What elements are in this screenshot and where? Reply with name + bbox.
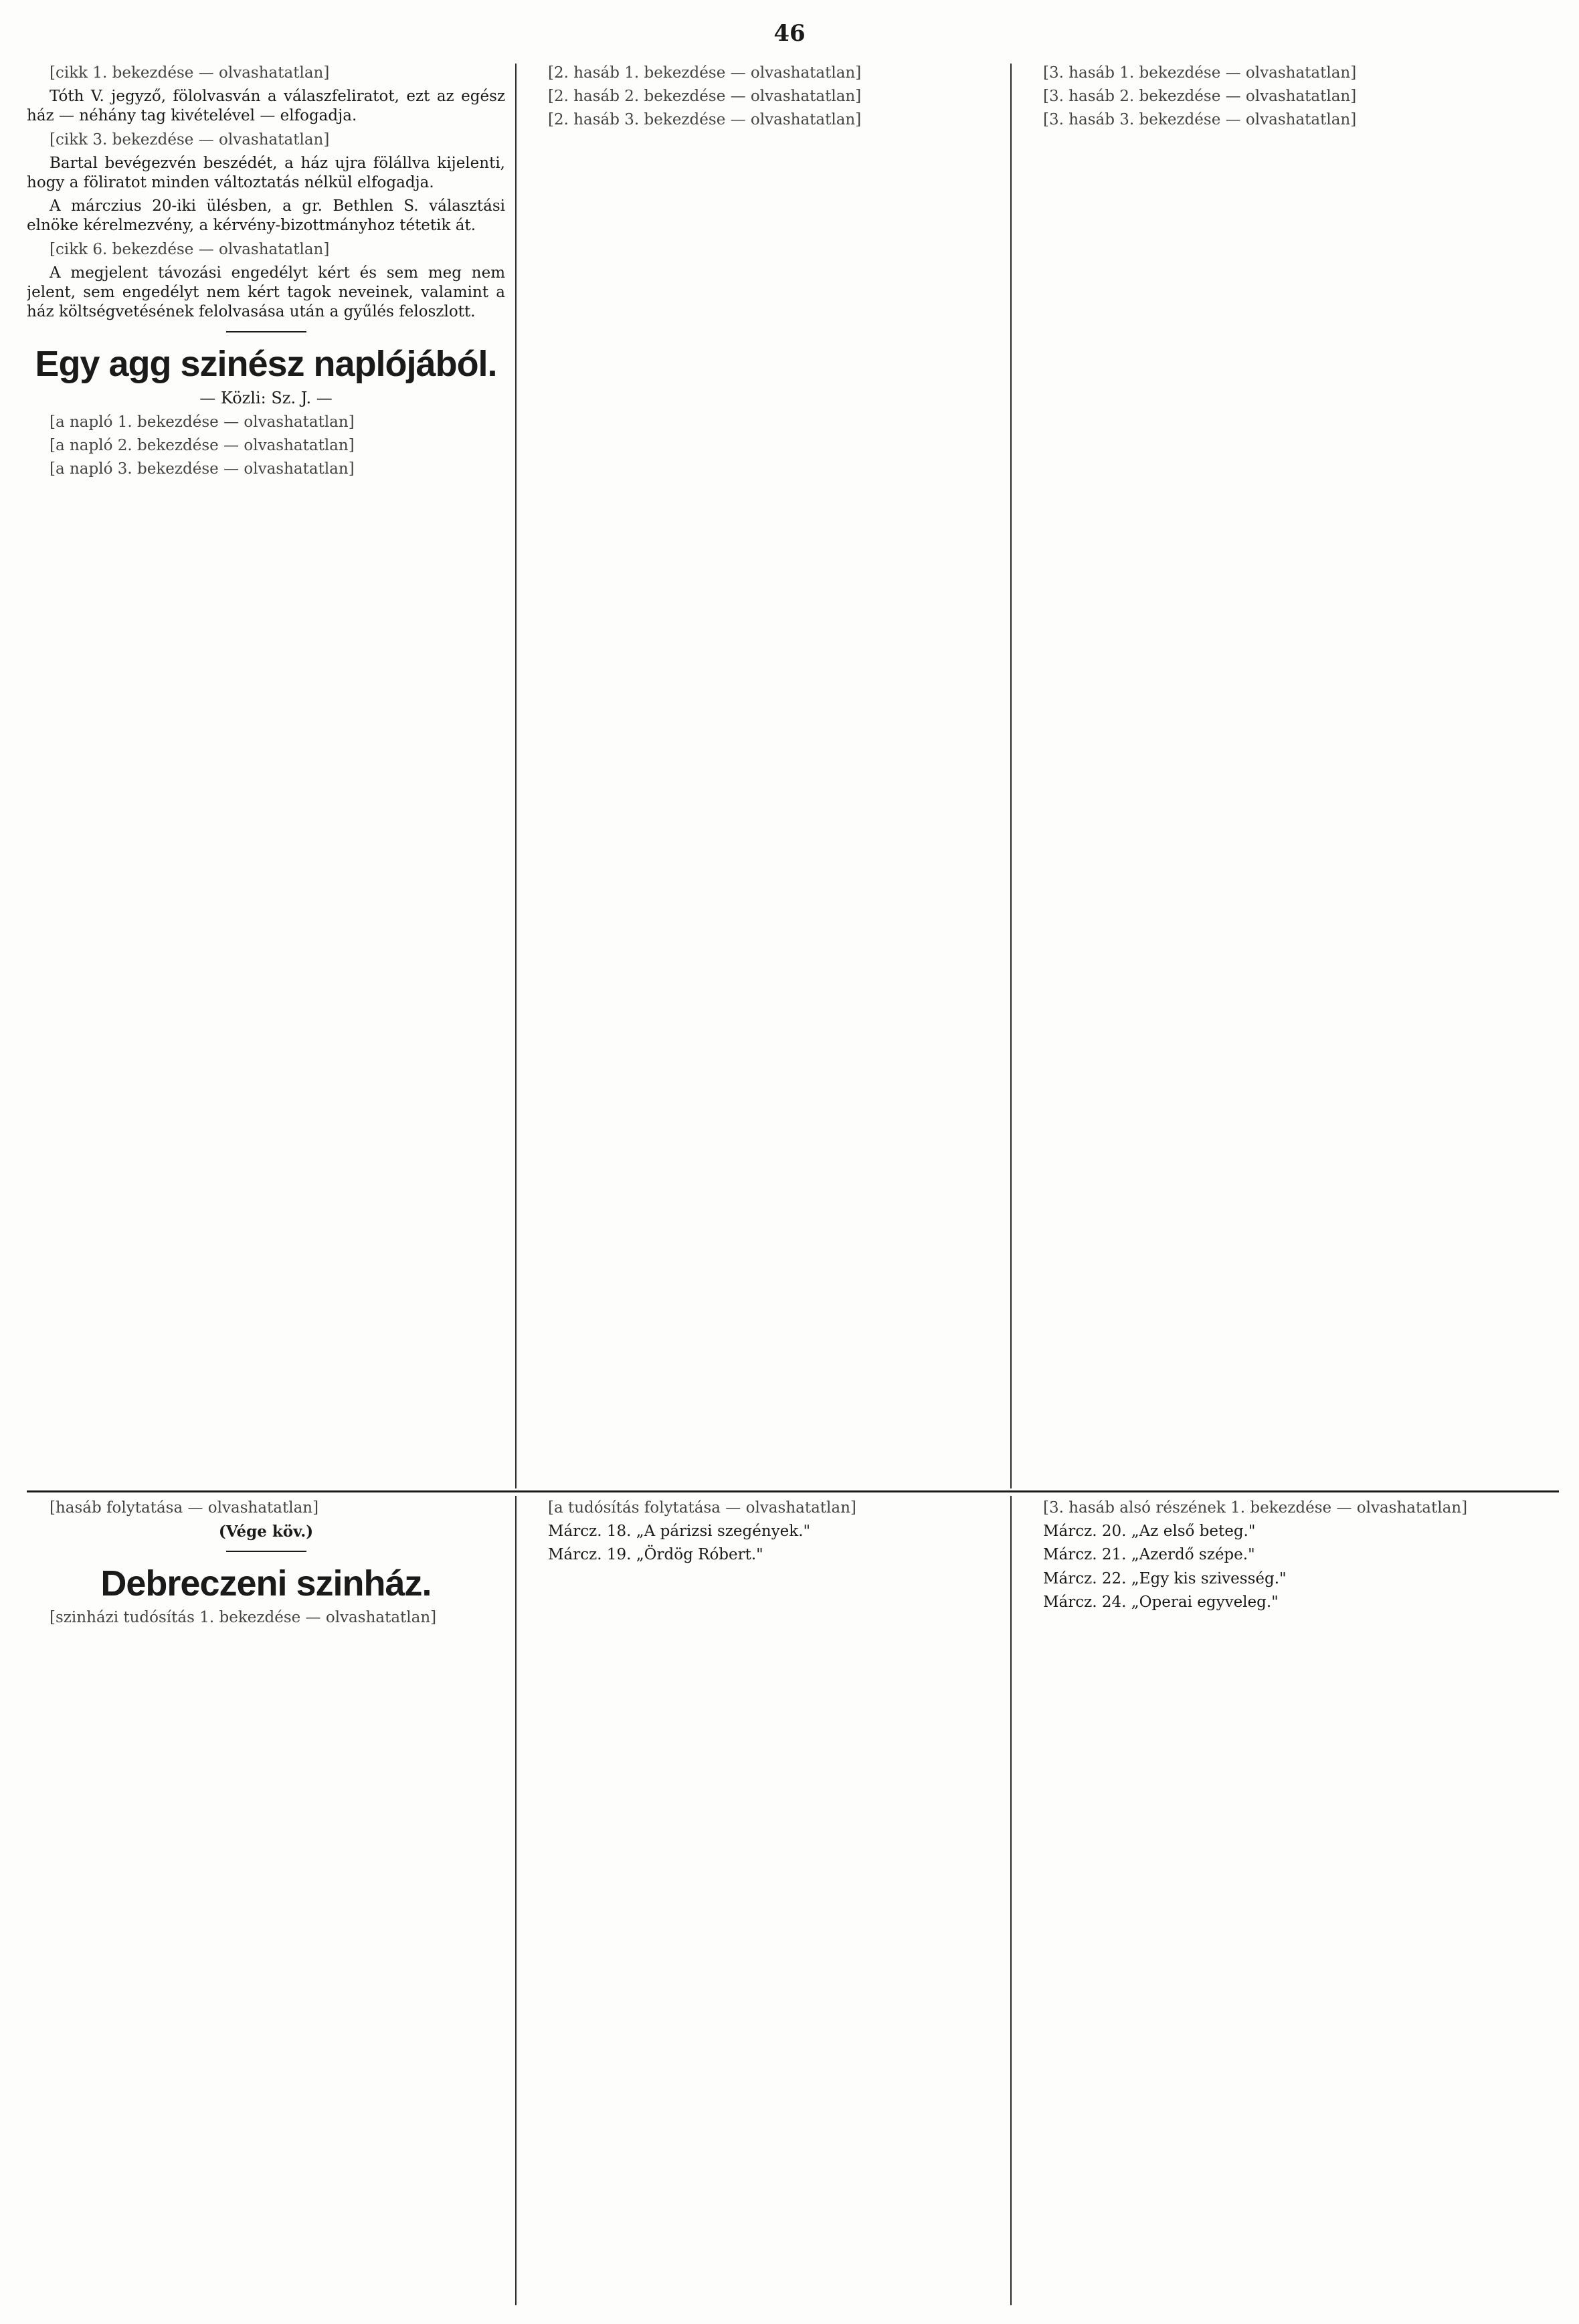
article-paragraph: Bartal bevégezvén beszédét, a ház ujra fölállva kijelenti, hogy a föliratot minden változtatás nélkül elfogadja. [27,154,505,192]
to-be-continued: (Vége köv.) [218,1523,314,1541]
diary-paragraph: [a napló 2. bekezdése — olvashatatlan] [50,436,355,454]
diary-paragraph: [a napló 1. bekezdése — olvashatatlan] [50,413,355,431]
diary-headline: Egy agg szinész naplójából. [35,344,497,385]
column-paragraph: [3. hasáb 3. bekezdése — olvashatatlan] [1043,111,1357,129]
column-2-bottom [525,1498,1000,2305]
column-1-top [27,64,505,1485]
column-3-top [1020,64,1556,1485]
theatre-paragraph: [szinházi tudósítás 1. bekezdése — olvashatatlan] [50,1609,437,1627]
column-paragraph: [2. hasáb 2. bekezdése — olvashatatlan] [548,88,862,106]
theatre-paragraph: Márcz. 20. „Az első beteg." [1043,1523,1256,1541]
column-3-bottom [1020,1498,1556,2305]
page-number: 46 [773,20,806,47]
article-paragraph: Tóth V. jegyző, fölolvasván a válaszfeliratot, ezt az egész ház — néhány tag kivételével — elfogadja. [27,88,505,125]
column-paragraph: [2. hasáb 3. bekezdése — olvashatatlan] [548,111,862,129]
diary-paragraph: [a napló 3. bekezdése — olvashatatlan] [50,460,355,478]
theatre-paragraph: Márcz. 18. „A párizsi szegények." [548,1523,811,1541]
section-divider [27,1490,1559,1492]
column-1-bottom [27,1498,505,2305]
diary-article [27,342,505,479]
article-separator [226,331,306,332]
theatre-headline: Debreczeni szinház. [100,1563,432,1604]
theatre-paragraph: [a tudósítás folytatása — olvashatatlan] [548,1499,856,1517]
article-paragraph: [cikk 3. bekezdése — olvashatatlan] [50,130,330,149]
column-rule [1010,64,1012,1488]
column-2-top [525,64,1000,1485]
column-paragraph: [2. hasáb 1. bekezdése — olvashatatlan] [548,64,862,82]
article-separator [226,1551,306,1552]
column-paragraph: [3. hasáb 1. bekezdése — olvashatatlan] [1043,64,1357,82]
article-paragraph: [cikk 1. bekezdése — olvashatatlan] [50,64,330,82]
diary-byline: — Közli: Sz. J. — [199,389,333,408]
theatre-paragraph: Márcz. 21. „Azerdő szépe." [1043,1546,1255,1564]
column-rule [515,64,517,1488]
article-paragraph: A megjelent távozási engedélyt kért és sem meg nem jelent, sem engedélyt nem kért tagok neveinek, valamint a ház költségvetésének felolvasása után a gyűlés feloszlott. [27,264,505,321]
theatre-paragraph: [3. hasáb alsó részének 1. bekezdése — olvashatatlan] [1043,1499,1468,1517]
continued-text: [hasáb folytatása — olvashatatlan] [50,1499,319,1517]
column-rule [1010,1496,1012,2305]
article-paragraph: A márczius 20-iki ülésben, a gr. Bethlen S. választási elnöke kérelmezvény, a kérvény-bizottmányhoz tétetik át. [27,197,505,235]
column-rule [515,1496,517,2305]
theatre-paragraph: Márcz. 19. „Ördög Róbert." [548,1546,763,1564]
theatre-paragraph: Márcz. 24. „Operai egyveleg." [1043,1593,1279,1611]
column-paragraph: [3. hasáb 2. bekezdése — olvashatatlan] [1043,88,1357,106]
parliament-article [27,64,505,322]
theatre-paragraph: Márcz. 22. „Egy kis szivesség." [1043,1569,1287,1587]
article-paragraph: [cikk 6. bekezdése — olvashatatlan] [50,240,330,258]
